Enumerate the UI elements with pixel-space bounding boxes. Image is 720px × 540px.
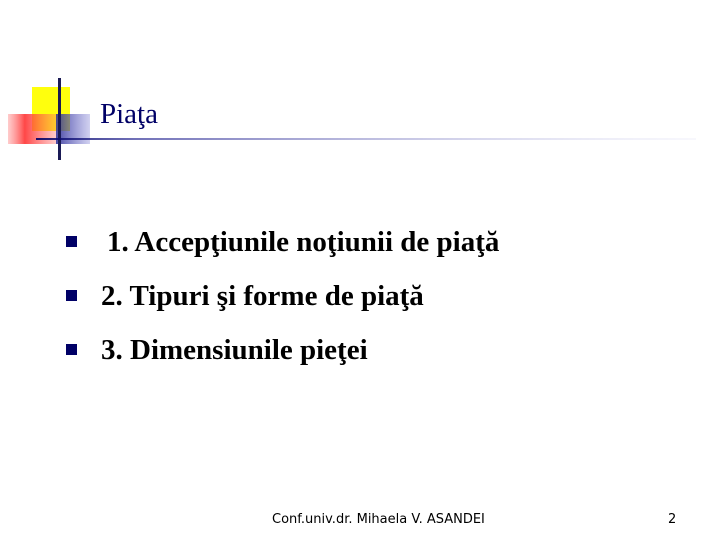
page-number: 2 <box>668 512 677 527</box>
bullet-text: 1. Accepţiunile noţiunii de piaţă <box>107 226 500 258</box>
slide-footer: Conf.univ.dr. Mihaela V. ASANDEI <box>272 512 485 527</box>
bullet-text: 3. Dimensiunile pieţei <box>101 334 368 366</box>
bullet-text: 2. Tipuri şi forme de piaţă <box>101 280 424 312</box>
title-decoration-icon <box>0 0 720 170</box>
square-bullet-icon <box>66 236 77 247</box>
square-bullet-icon <box>66 344 77 355</box>
square-bullet-icon <box>66 290 77 301</box>
slide-title: Piaţa <box>100 98 158 130</box>
